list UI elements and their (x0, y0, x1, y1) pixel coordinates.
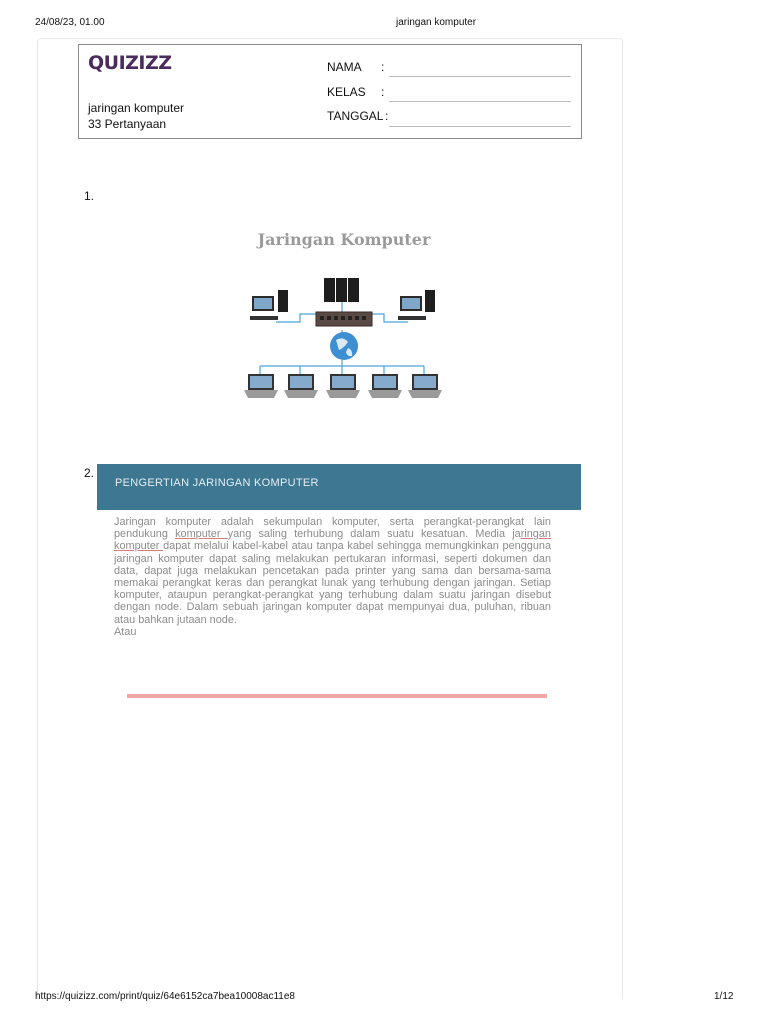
section-banner (97, 464, 581, 510)
print-page-title: jaringan komputer (396, 17, 477, 28)
field-label-nama: NAMA (327, 60, 362, 74)
body-text-part2: yang saling terhubung dalam suatu kesatuan. Media ja (227, 528, 521, 541)
field-sep-tanggal: : (385, 109, 389, 123)
field-line-tanggal[interactable] (389, 125, 571, 127)
field-label-tanggal: TANGGAL (327, 109, 384, 123)
field-sep-nama: : (381, 60, 385, 74)
field-sep-kelas: : (381, 85, 385, 99)
body-text-part1: Jaringan komputer adalah sekumpulan komputer, serta perangkat-perangkat lain pendukung (114, 516, 551, 541)
question-number-2: 2. (84, 466, 95, 480)
field-label-kelas: KELAS (327, 85, 366, 99)
quiz-info-box (78, 44, 582, 139)
print-url: https://quizizz.com/print/quiz/64e6152ca7bea10008ac11e8 (35, 991, 295, 1002)
body-text-part3: dapat melalui kabel-kabel atau tanpa kabel sehingga memungkinkan pengguna jaringan komputer dapat saling melakukan pertukaran informasi, seperti dokumen dan data, dapat juga melakukan pencetakan pada printer yang sama dan bersama-sama memakai perangkat keras dan perangkat lunak yang terhubung dengan jaringan. Setiap komputer, ataupun perangkat-perangkat yang terhubung dalam suatu jaringan disebut dengan node. Dalam sebuah jaringan komputer dapat mempunyai dua, puluhan, ribuan atau bahkan jutaan node. (114, 540, 551, 626)
link-jaringan-komputer[interactable]: ringan komputer (114, 528, 551, 553)
link-komputer[interactable]: komputer (175, 528, 228, 541)
question-body-text (114, 516, 551, 638)
divider-rule (127, 694, 547, 698)
quizizz-logo: QUIZIZZ (88, 52, 172, 74)
field-line-nama[interactable] (389, 75, 571, 77)
field-line-kelas[interactable] (389, 100, 571, 102)
banner-title: PENGERTIAN JARINGAN KOMPUTER (115, 477, 319, 489)
print-page-number: 1/12 (714, 991, 734, 1002)
body-text-last: Atau (114, 625, 137, 638)
print-datetime: 24/08/23, 01.00 (35, 17, 105, 28)
question-count: 33 Pertanyaan (88, 117, 167, 131)
image-title: Jaringan Komputer (257, 230, 431, 249)
question-number-1: 1. (84, 189, 95, 203)
network-diagram-image (240, 274, 444, 412)
quiz-title: jaringan komputer (88, 101, 185, 115)
